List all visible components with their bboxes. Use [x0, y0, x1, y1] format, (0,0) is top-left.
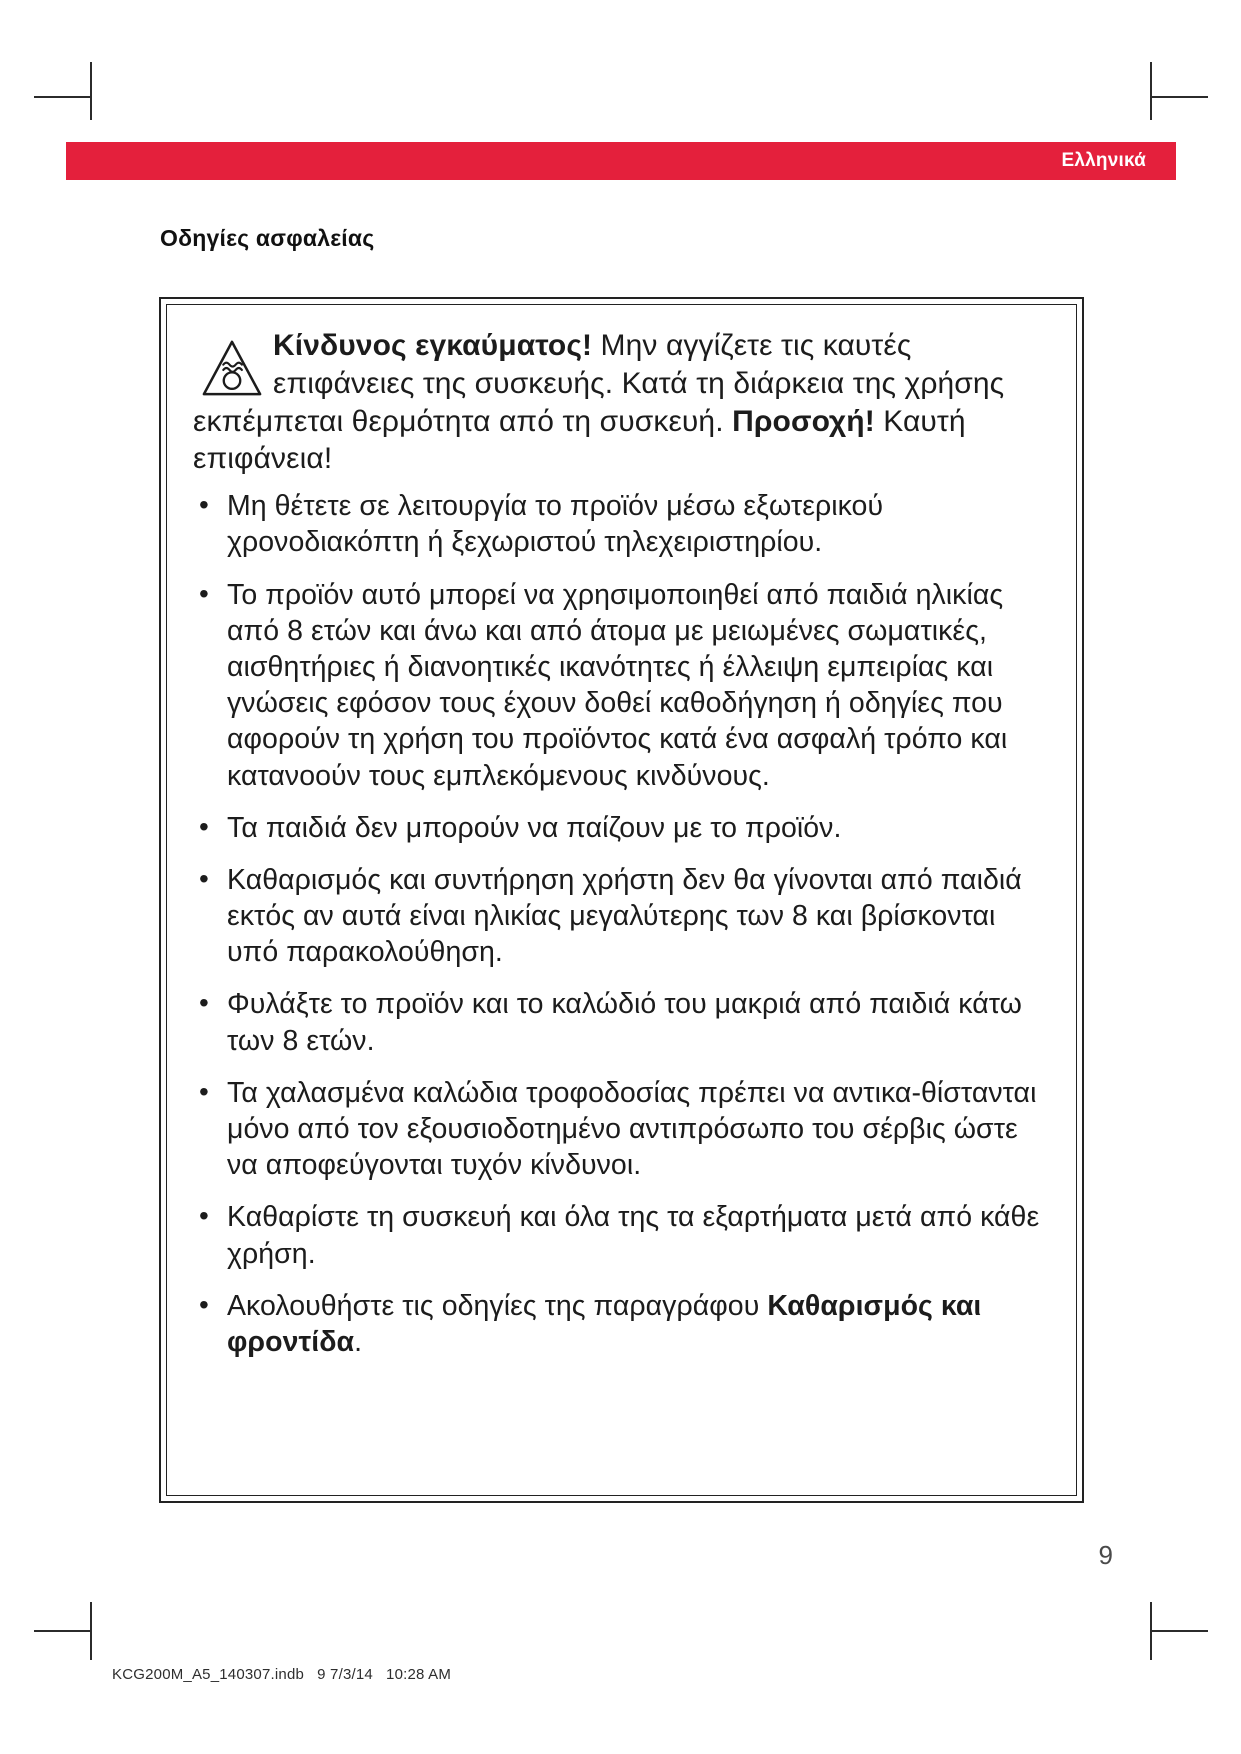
- list-item: [193, 488, 1050, 560]
- list-item: [193, 577, 1050, 794]
- page-number: 9: [1098, 1540, 1113, 1570]
- list-item-text: Καθαρίστε τη συσκευή και όλα της τα εξαρτήματα μετά από κάθε χρήση.: [227, 1201, 1040, 1270]
- crop-mark-top-right-horizontal: [1150, 96, 1208, 98]
- language-label: Ελληνικά: [1061, 150, 1146, 171]
- hot-surface-icon: [201, 337, 263, 399]
- crop-mark-bottom-left-vertical: [90, 1602, 92, 1660]
- danger-text-part1: Μην αγγίζετε τις καυτές επιφάνειες της συσκευής. Κατά τη διάρκεια της χρήσης εκπέμπεται θερμότητα από τη συσκευή.: [193, 329, 1005, 438]
- danger-text-part2: Καυτή επιφάνεια!: [193, 404, 966, 476]
- list-item-text: Τα χαλασμένα καλώδια τροφοδοσίας πρέπει να αντικα-θίστανται μόνο από τον εξουσιοδοτημένο αντιπρόσωπο του σέρβις ώστε να αποφεύγονται τυχόν κίνδυνοι.: [227, 1076, 1037, 1182]
- crop-mark-top-right-vertical: [1150, 62, 1152, 120]
- list-item-emphasis: Καθαρισμός και φροντίδα: [227, 1289, 982, 1358]
- caution-label: Προσοχή!: [732, 404, 875, 438]
- safety-bullet-list: [193, 488, 1050, 1360]
- danger-heading: Κίνδυνος εγκαύματος!: [273, 329, 593, 362]
- crop-mark-bottom-right-vertical: [1150, 1602, 1152, 1660]
- list-item-text: Τα παιδιά δεν μπορούν να παίζουν με το προϊόν.: [227, 811, 842, 844]
- list-item: [193, 1199, 1050, 1271]
- list-item-text: Το προϊόν αυτό μπορεί να χρησιμοποιηθεί από παιδιά ηλικίας από 8 ετών και άνω και από άτομα με μειωμένες σωματικές, αισθητήριες ή διανοητικές ικανότητες ή έλλειψη εμπειρίας και γνώσεις εφόσον τους έχουν δοθεί καθοδήγηση ή οδηγίες που αφορούν τη χρήση του προϊόντος κατά ένα ασφαλή τρόπο και κατανοούν τους εμπλεκόμενους κινδύνους.: [227, 578, 1008, 792]
- crop-mark-top-left-vertical: [90, 62, 92, 120]
- safety-warning-box: [159, 297, 1084, 1503]
- crop-mark-bottom-right-horizontal: [1150, 1630, 1208, 1632]
- list-item: [193, 986, 1050, 1058]
- crop-mark-top-left-horizontal: [34, 96, 92, 98]
- list-item: [193, 1075, 1050, 1184]
- crop-mark-bottom-left-horizontal: [34, 1630, 92, 1632]
- danger-paragraph: [193, 327, 1050, 478]
- safety-warning-box-inner: [166, 304, 1077, 1496]
- list-item-text: Ακολουθήστε τις οδηγίες της παραγράφου: [227, 1289, 768, 1322]
- list-item-text: Φυλάξτε το προϊόν και το καλώδιό του μακριά από παιδιά κάτω των 8 ετών.: [227, 988, 1022, 1057]
- language-banner: [66, 142, 1176, 180]
- print-footer: KCG200M_A5_140307.indb 9 7/3/14 10:28 AM: [112, 1666, 452, 1683]
- list-item: [193, 810, 1050, 846]
- list-item: [193, 1288, 1050, 1360]
- list-item-text-tail: .: [354, 1325, 363, 1358]
- list-item-text: Καθαρισμός και συντήρηση χρήστη δεν θα γίνονται από παιδιά εκτός αν αυτά είναι ηλικίας μεγαλύτερης των 8 και βρίσκονται υπό παρακολούθηση.: [227, 863, 1022, 969]
- page-title: Οδηγίες ασφαλείας: [160, 225, 375, 251]
- list-item: [193, 862, 1050, 971]
- list-item-text: Μη θέτετε σε λειτουργία το προϊόν μέσω εξωτερικού χρονοδιακόπτη ή ξεχωριστού τηλεχειριστηρίου.: [227, 490, 884, 559]
